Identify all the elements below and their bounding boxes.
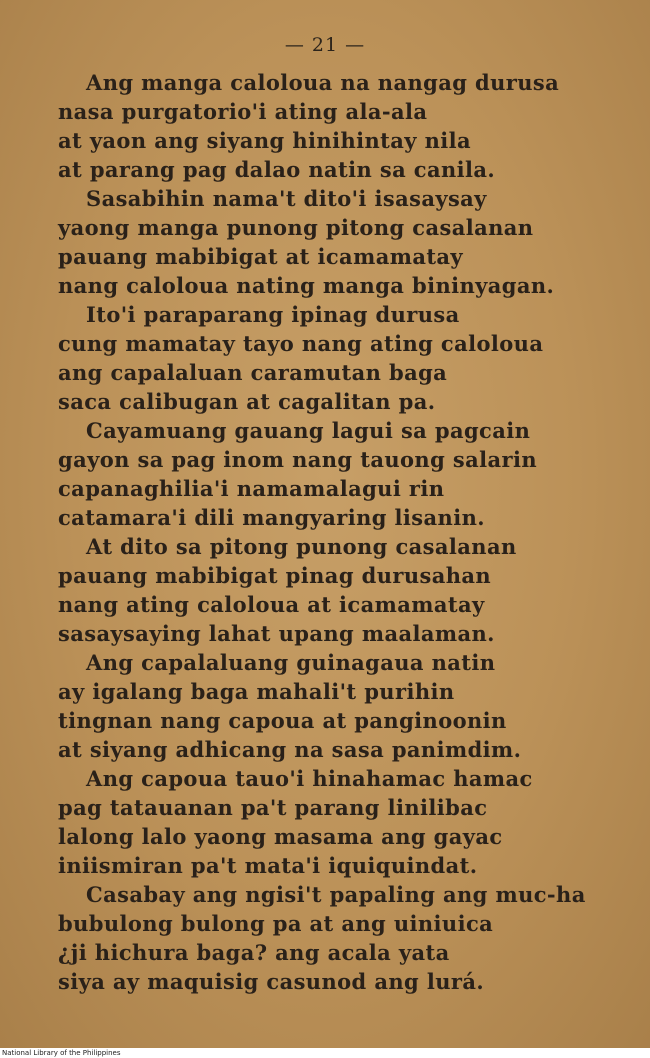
poem-line: at parang pag dalao natin sa canila. [58,157,496,182]
poem-line: Sasabihin nama't dito'i isasaysay [86,186,487,211]
poem-line: pag tatauanan pa't parang linilibac [58,795,488,820]
poem-line: ¿ji hichura baga? ang acala yata [58,940,450,965]
poem-line: ay igalang baga mahali't purihin [58,679,455,704]
poem-line: At dito sa pitong punong casalanan [86,534,517,559]
stanza [58,764,638,880]
poem-line: nang caloloua nating manga bininyagan. [58,273,555,298]
poem-line: tingnan nang capoua at panginoonin [58,708,507,733]
poem-line: catamara'i dili mangyaring lisanin. [58,505,485,530]
poem-line: Ang manga caloloua na nangag durusa [86,70,560,95]
poem-line: bubulong bulong pa at ang uiniuica [58,911,494,936]
poem-line: ang capalaluan caramutan baga [58,360,448,385]
poem-line: capanaghilia'i namamalagui rin [58,476,445,501]
poem-line: yaong manga punong pitong casalanan [58,215,534,240]
poem-line: Ang capalaluang guinagaua natin [86,650,496,675]
library-credit: National Library of the Philippines [2,1049,121,1057]
poem-line: nasa purgatorio'i ating ala-ala [58,99,428,124]
stanza [58,648,638,764]
poem-line: saca calibugan at cagalitan pa. [58,389,436,414]
poem-line: pauang mabibigat pinag durusahan [58,563,492,588]
poem-line: Cayamuang gauang lagui sa pagcain [86,418,531,443]
poem-text [58,68,638,996]
poem-line: Ang capoua tauo'i hinahamac hamac [86,766,533,791]
poem-line: sasaysaying lahat upang maalaman. [58,621,495,646]
poem-line: gayon sa pag inom nang tauong salarin [58,447,537,472]
stanza [58,184,638,300]
stanza [58,68,638,184]
poem-line: siya ay maquisig casunod ang lurá. [58,969,485,994]
poem-line: lalong lalo yaong masama ang gayac [58,824,503,849]
poem-line: at siyang adhicang na sasa panimdim. [58,737,522,762]
poem-line: Casabay ang ngisi't papaling ang muc-ha [86,882,586,907]
poem-line: Ito'i paraparang ipinag durusa [86,302,460,327]
poem-line: cung mamatay tayo nang ating caloloua [58,331,544,356]
poem-line: pauang mabibigat at icamamatay [58,244,464,269]
stanza [58,416,638,532]
stanza [58,300,638,416]
stanza [58,532,638,648]
poem-line: nang ating caloloua at icamamatay [58,592,485,617]
poem-line: iniismiran pa't mata'i iquiquindat. [58,853,478,878]
stanza [58,880,638,996]
page-number: — 21 — [284,34,366,56]
poem-line: at yaon ang siyang hinihintay nila [58,128,472,153]
